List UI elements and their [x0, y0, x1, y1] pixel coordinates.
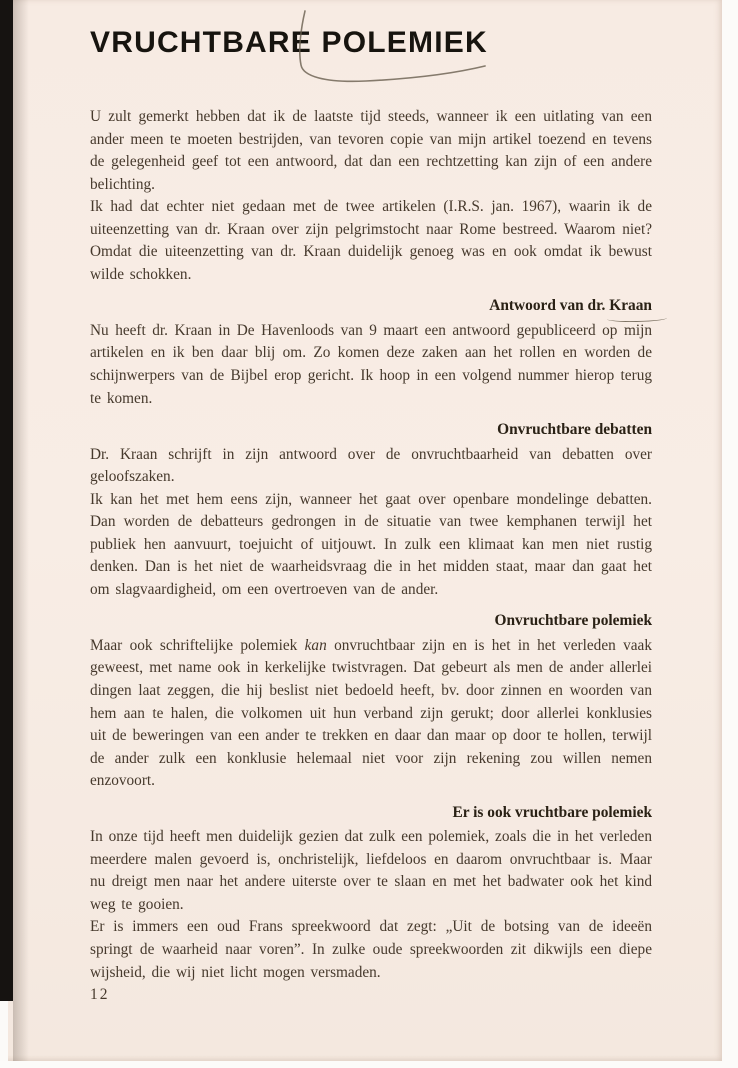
paragraph — [90, 106, 652, 196]
text-segment: Er is immers een oud Frans spreekwoord dat zegt: „Uit de botsing van de ideeën springt de waarheid naar voren”. In zulke oude spreekwoorden zit dikwijls een diepe wijsheid, die wij niet licht mogen versmaden. — [90, 918, 652, 981]
text-segment: Nu heeft dr. Kraan in De Havenloods van 9 maart een antwoord gepubliceerd op mijn artikelen en ik ben daar blij om. Zo komen deze zaken aan het rollen en worden de schijnwerpers van de Bijbel erop gericht. Ik hoop in een volgend nummer hierop terug te komen. — [90, 321, 652, 407]
spine-bar — [0, 0, 13, 1001]
text-segment: Ik kan het met hem eens zijn, wanneer het gaat over openbare mondelinge debatten. Dan worden de debatteurs gedrongen in de situatie van twee kemphanen terwijl het publiek hen aanvuurt, toejuicht of uitjouwt. In zulk een klimaat kan men niet rustig denken. Dan is het niet de waarheidsvraag die in het midden staat, maar dan gaat het om slagvaardigheid, om een overtroeven van de ander. — [90, 490, 652, 598]
section-heading — [90, 610, 652, 633]
section-heading — [90, 419, 652, 442]
text-segment: In onze tijd heeft men duidelijk gezien dat zulk een polemiek, zoals die in het verleden meerdere malen gevoerd is, onchristelijk, liefdeloos en daarom onvruchtbaar is. Maar nu dreigt men naar het andere uiterste over te slaan en met het badwater ook het kind weg te gooien. — [90, 828, 652, 913]
text-segment: Ik had dat echter niet gedaan met de twee artikelen (I.R.S. jan. 1967), waarin ik de uiteenzetting van dr. Kraan over zijn pelgrimstocht naar Rome bestreed. Waarom niet? Omdat die uiteenzetting van dr. Kraan duidelijk genoeg was en ook omdat ik bewust wilde schokken. — [90, 198, 652, 283]
pen-underlined-word: Kraan — [609, 295, 652, 318]
page-title: VRUCHTBARE POLEMIEK — [90, 26, 488, 59]
text-segment: Dr. Kraan schrijft in zijn antwoord over de onvruchtbaarheid van debatten over geloofszaken. — [90, 445, 652, 486]
paragraph — [90, 826, 652, 916]
text-segment: onvruchtbaar zijn en is het in het verleden vaak geweest, met name ook in kerkelijke twistvragen. Dat gebeurt als men de ander allerlei dingen laat zeggen, die hij beslist niet bedoeld heeft, bv. door zinnen en woorden van hem aan te halen, die volkomen uit hun verband zijn gerukt; door allerlei konklusies uit de beweringen van een ander te trekken en daar dan maar op door te hollen, terwijl de ander zulk een konklusie helemaal niet voor zijn rekening zou willen nemen enzovoort. — [90, 636, 652, 790]
text-segment: kan — [304, 636, 327, 654]
text-segment: Onvruchtbare polemiek — [494, 612, 652, 630]
paper-edge-notch — [0, 1001, 8, 1061]
section-heading — [90, 802, 652, 825]
text-segment: U zult gemerkt hebben dat ik de laatste tijd steeds, wanneer ik een uitlating van een ander meen te moeten bestrijden, van tevoren copie van mijn artikel toezend en tevens de gelegenheid geef tot een antwoord, dat dan een rechtzetting kan zijn of een andere belichting. — [90, 108, 652, 193]
paragraph — [90, 444, 652, 489]
paragraph — [90, 916, 652, 984]
text-segment: Onvruchtbare debatten — [497, 421, 652, 439]
text-column — [90, 26, 652, 1004]
text-segment: Antwoord van dr. — [489, 297, 610, 315]
sections — [90, 106, 652, 984]
paragraph — [90, 196, 652, 286]
paragraph — [90, 635, 652, 793]
page-number: 12 — [90, 986, 110, 1004]
spine-shadow — [13, 0, 29, 1061]
section-heading — [90, 295, 652, 318]
paragraph — [90, 489, 652, 602]
text-segment: Er is ook vruchtbare polemiek — [452, 803, 652, 821]
text-segment: Maar ook schriftelijke polemiek — [90, 636, 305, 654]
paragraph — [90, 320, 652, 410]
